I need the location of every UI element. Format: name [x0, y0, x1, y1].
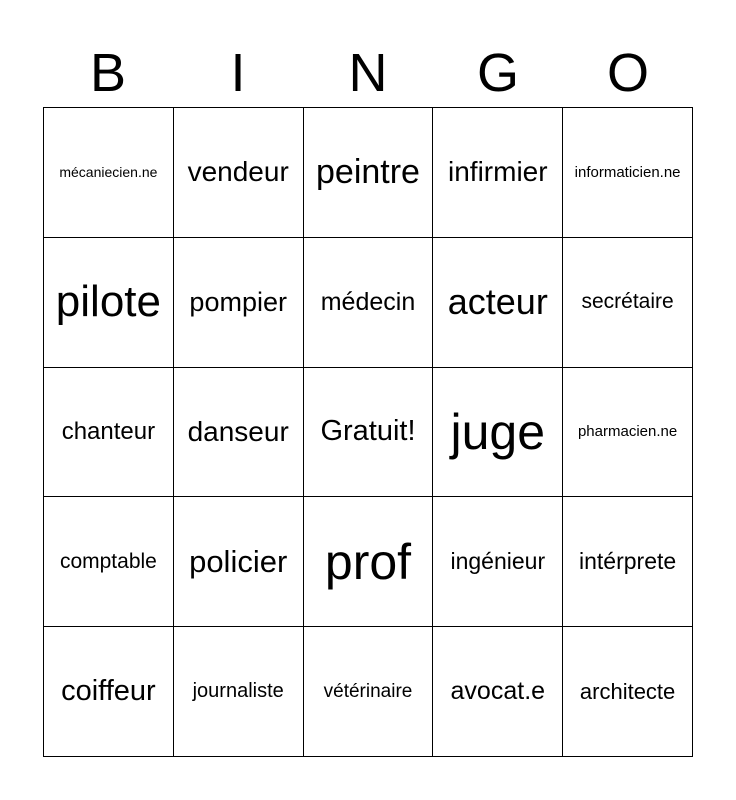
bingo-cell[interactable]: mécaniecien.ne: [44, 108, 174, 238]
bingo-cell[interactable]: chanteur: [44, 368, 174, 498]
bingo-cell[interactable]: informaticien.ne: [563, 108, 693, 238]
bingo-cell[interactable]: juge: [433, 368, 563, 498]
bingo-cell[interactable]: danseur: [174, 368, 304, 498]
bingo-cell[interactable]: pompier: [174, 238, 304, 368]
bingo-card: [43, 107, 693, 757]
header-letter-b: B: [89, 43, 127, 103]
bingo-cell[interactable]: Gratuit!: [304, 368, 434, 498]
bingo-cell[interactable]: vétérinaire: [304, 627, 434, 757]
header-letter-o: O: [606, 43, 649, 103]
bingo-cell[interactable]: comptable: [44, 497, 174, 627]
bingo-cell[interactable]: ingénieur: [433, 497, 563, 627]
bingo-cell[interactable]: vendeur: [174, 108, 304, 238]
bingo-cell[interactable]: intérprete: [563, 497, 693, 627]
bingo-cell[interactable]: peintre: [304, 108, 434, 238]
bingo-cell[interactable]: médecin: [304, 238, 434, 368]
header-letter-i: I: [230, 43, 246, 103]
bingo-cell[interactable]: secrétaire: [563, 238, 693, 368]
bingo-cell[interactable]: policier: [174, 497, 304, 627]
header-letter-n: N: [348, 43, 388, 103]
bingo-cell[interactable]: journaliste: [174, 627, 304, 757]
bingo-cell[interactable]: avocat.e: [433, 627, 563, 757]
bingo-cell[interactable]: architecte: [563, 627, 693, 757]
bingo-header: [43, 38, 693, 108]
header-letter-g: G: [476, 43, 519, 103]
bingo-cell[interactable]: coiffeur: [44, 627, 174, 757]
bingo-cell[interactable]: pilote: [44, 238, 174, 368]
bingo-cell[interactable]: pharmacien.ne: [563, 368, 693, 498]
bingo-cell[interactable]: prof: [304, 497, 434, 627]
bingo-cell[interactable]: acteur: [433, 238, 563, 368]
bingo-cell[interactable]: infirmier: [433, 108, 563, 238]
